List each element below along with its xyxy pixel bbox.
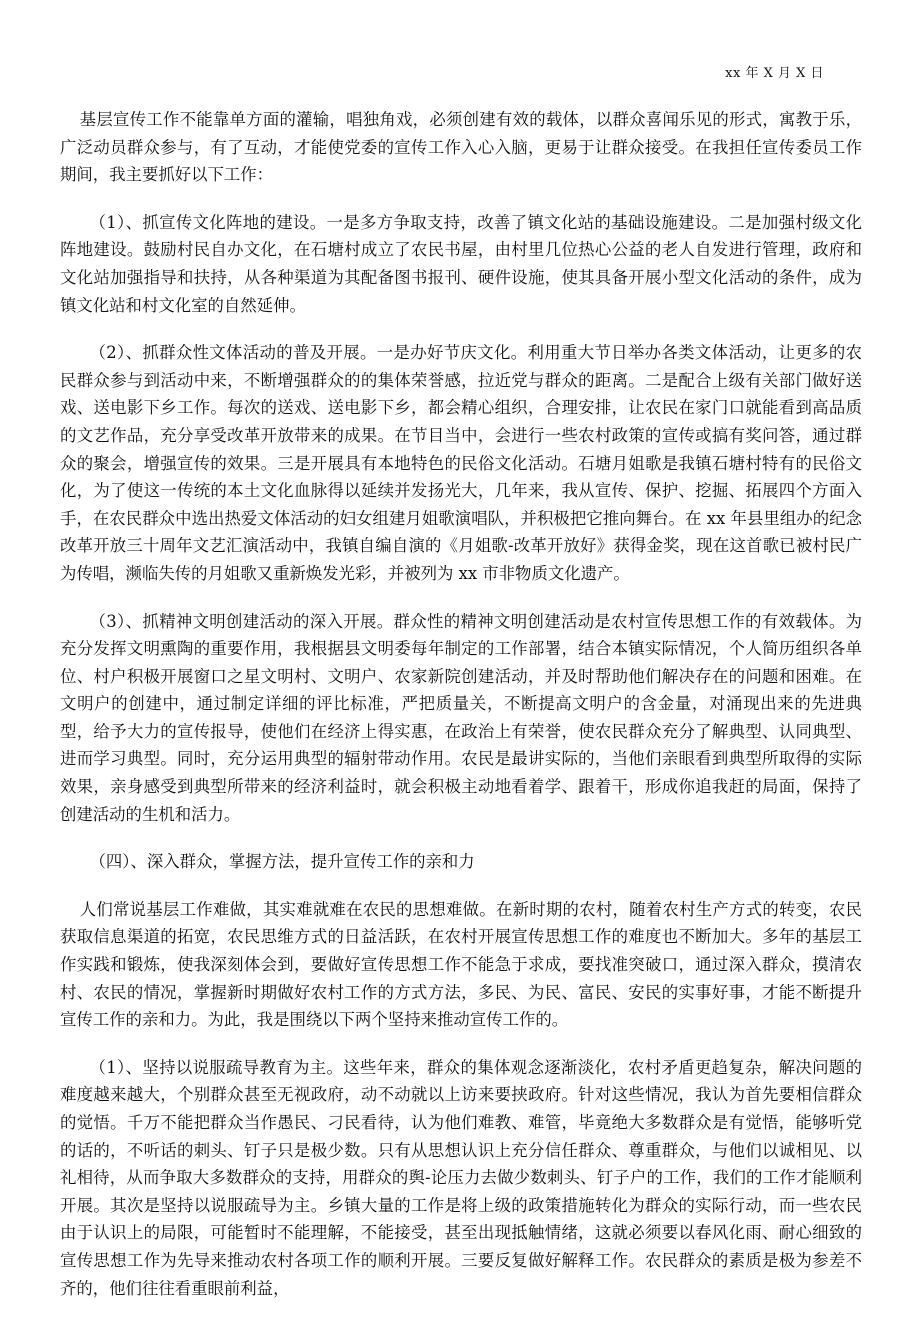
paragraph-item-1: （1）、抓宣传文化阵地的建设。一是多方争取支持，改善了镇文化站的基础设施建设。二是加强村级文化阵地建设。鼓励村民自办文化，在石塘村成立了农民书屋，由村里几位热心公益的老人自发进行管理，政府和文化站加强指导和扶持，从各种渠道为其配备图书报刊、硬件设施，使其具备开展小型文化活动的条件，成为镇文化站和村文化室的自然延伸。 xyxy=(60,212,862,315)
paragraph-intro: 基层宣传工作不能靠单方面的灌输，唱独角戏，必须创建有效的载体，以群众喜闻乐见的形式，寓教于乐，广泛动员群众参与，有了互动，才能使党委的宣传工作入心入脑，更易于让群众接受。在我担任宣传委员工作期间，我主要抓好以下工作： xyxy=(60,110,862,185)
section-heading-4: （四）、深入群众，掌握方法，提升宣传工作的亲和力 xyxy=(89,852,475,872)
paragraph-item-2: （2）、抓群众性文体活动的普及开展。一是办好节庆文化。利用重大节日举办各类文体活动，让更多的农民群众参与到活动中来，不断增强群众的的集体荣誉感，拉近党与群众的距离。二是配合上级有关部门做好送戏、送电影下乡工作。每次的送戏、送电影下乡，都会精心组织，合理安排，让农民在家门口就能看到高品质的文艺作品，充分享受改革开放带来的成果。在节目当中，会进行一些农村政策的宣传或搞有奖问答，通过群众的聚会，增强宣传的效果。三是开展具有本地特色的民俗文化活动。石塘月姐歌是我镇石塘村特有的民俗文化，为了使这一传统的本土文化血脉得以延续并发扬光大，几年来，我从宣传、保护、挖掘、拓展四个方面入手，在农民群众中选出热爱文体活动的妇女组建月姐歌演唱队，并积极把它推向舞台。在 xx 年县里组办的纪念改革开放三十周年文艺汇演活动中，我镇自编自演的《月姐歌-改革开放好》获得金奖，现在这首歌已被村民广为传唱，濒临失传的月姐歌又重新焕发光彩，并被列为 xx 市非物质文化遗产。 xyxy=(60,343,862,583)
document-body xyxy=(60,106,862,1322)
paragraph-section-4-item-1: （1）、坚持以说服疏导教育为主。这些年来，群众的集体观念逐渐淡化，农村矛盾更趋复杂，解决问题的难度越来越大，个别群众甚至无视政府，动不动就以上访来要挟政府。针对这些情况，我认为首先要相信群众的觉悟。千万不能把群众当作愚民、刁民看待，认为他们难教、难管，毕竟绝大多数群众是有觉悟，能够听党的话的，不听话的刺头、钉子只是极少数。只有从思想认识上充分信任群众、尊重群众，与他们以诚相见、以礼相待，从而争取大多数群众的支持，用群众的舆-论压力去做少数刺头、钉子户的工作，我们的工作才能顺利开展。其次是坚持以说服疏导为主。乡镇大量的工作是将上级的政策措施转化为群众的实际行动，而一些农民由于认识上的局限，可能暂时不能理解，不能接受，甚至出现抵触情绪，这就必须要以春风化雨、耐心细致的宣传思想工作为先导来推动农村各项工作的顺利开展。三要反复做好解释工作。农民群众的素质是极为参差不齐的，他们往往看重眼前利益， xyxy=(60,1057,862,1298)
header-date: xx 年 X 月 X 日 xyxy=(725,66,824,81)
paragraph-item-3: （3）、抓精神文明创建活动的深入开展。群众性的精神文明创建活动是农村宣传思想工作的有效载体。为充分发挥文明熏陶的重要作用，我根据县文明委每年制定的工作部署，结合本镇实际情况，个人简历组织各单位、村户积极开展窗口之星文明村、文明户、农家新院创建活动，并及时帮助他们解决存在的问题和困难。在文明户的创建中，通过制定详细的评比标准，严把质量关，不断提高文明户的含金量，对涌现出来的先进典型，给予大力的宣传报导，使他们在经济上得实惠，在政治上有荣誉，使农民群众充分了解典型、认同典型、进而学习典型。同时，充分运用典型的辐射带动作用。农民是最讲实际的，当他们亲眼看到典型所取得的实际效果，亲身感受到典型所带来的经济利益时，就会积极主动地看着学、跟着干，形成你追我赶的局面，保持了创建活动的生机和活力。 xyxy=(60,611,862,824)
paragraph-section-4-intro: 人们常说基层工作难做，其实难就难在农民的思想难做。在新时期的农村，随着农村生产方式的转变，农民获取信息渠道的拓宽，农民思维方式的日益活跃，在农村开展宣传思想工作的难度也不断加大。多年的基层工作实践和锻炼，使我深刻体会到，要做好宣传思想工作不能急于求成，要找准突破口，通过深入群众，摸清农村、农民的情况，掌握新时期做好农村工作的方式方法，多民、为民、富民、安民的实事好事，才能不断提升宣传工作的亲和力。为此，我是围绕以下两个坚持来推动宣传工作的。 xyxy=(60,899,862,1030)
